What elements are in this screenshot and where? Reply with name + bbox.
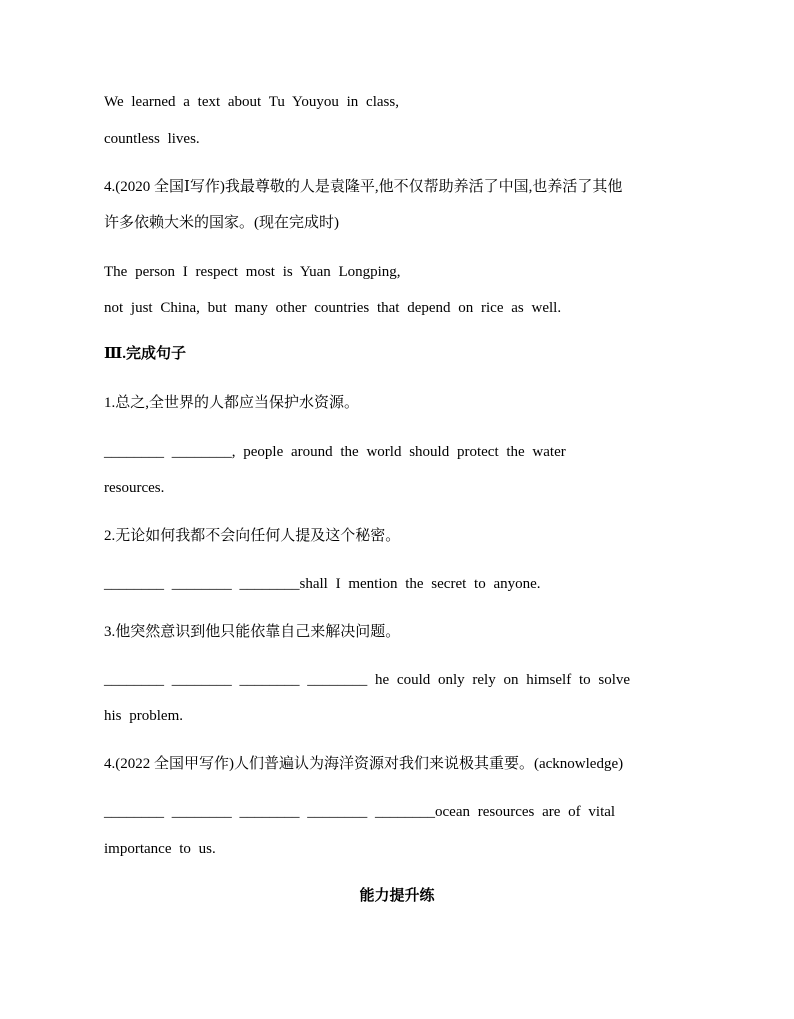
sentence-4-prompt: 4.(2022 全国甲写作)人们普遍认为海洋资源对我们来说极其重要。(acknowledge): [104, 756, 624, 772]
sentence-4-blanks: ________ ________ ________ ________ ________ocean resources are of vital: [104, 804, 616, 820]
sentence-1-prompt: 1.总之,全世界的人都应当保护水资源。: [104, 395, 360, 411]
sentence-2-blanks: ________ ________ ________shall I mention the secret to anyone.: [104, 576, 541, 592]
sentence-4-blanks-cont: importance to us.: [104, 841, 216, 857]
text-line-countless-lives: countless lives.: [104, 131, 200, 147]
section-heading-complete-sentences: Ⅲ.完成句子: [104, 346, 187, 362]
section-title-ability-practice: 能力提升练: [359, 888, 435, 904]
text-line-tu-youyou: We learned a text about Tu Youyou in class,: [104, 94, 399, 110]
sentence-3-prompt: 3.他突然意识到他只能依靠自己来解决问题。: [104, 624, 401, 640]
sentence-1-blanks-cont: resources.: [104, 480, 165, 496]
question-4-prompt: 4.(2020 全国Ⅰ写作)我最尊敬的人是袁隆平,他不仅帮助养活了中国,也养活了其他: [104, 179, 623, 195]
question-4-answer-line-1: The person I respect most is Yuan Longping,: [104, 264, 401, 280]
sentence-3-blanks-cont: his problem.: [104, 708, 183, 724]
question-4-prompt-cont: 许多依赖大米的国家。(现在完成时): [104, 215, 339, 231]
sentence-2-prompt: 2.无论如何我都不会向任何人提及这个秘密。: [104, 528, 401, 544]
sentence-1-blanks: ________ ________, people around the world should protect the water: [104, 444, 566, 460]
question-4-answer-line-2: not just China, but many other countries that depend on rice as well.: [104, 300, 562, 316]
sentence-3-blanks: ________ ________ ________ ________ he could only rely on himself to solve: [104, 672, 631, 688]
